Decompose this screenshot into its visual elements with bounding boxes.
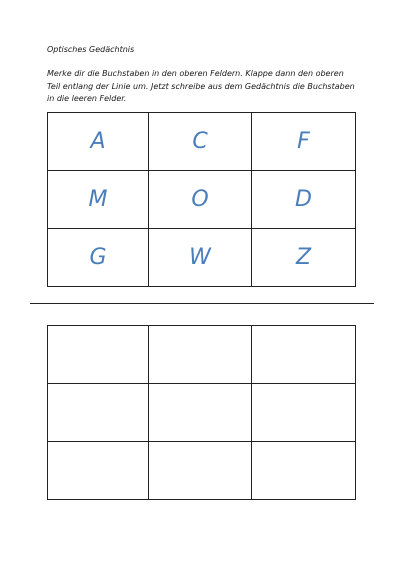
letter: A bbox=[90, 129, 106, 154]
letter-grid-row bbox=[48, 229, 356, 287]
letter: O bbox=[191, 187, 209, 212]
answer-cell[interactable] bbox=[252, 442, 356, 500]
letter-cell bbox=[252, 229, 356, 287]
letter-cell bbox=[149, 171, 252, 229]
instructions-text: Merke dir die Buchstaben in den oberen Feldern. Klappe dann den oberen Teil entlang der Linie um. Jetzt schreibe aus dem Gedächtnis die Buchstaben in die leeren Felder. bbox=[47, 69, 355, 103]
letter-cell bbox=[252, 171, 356, 229]
letter-cell bbox=[48, 229, 149, 287]
answer-cell[interactable] bbox=[48, 442, 149, 500]
answer-grid-row bbox=[48, 384, 356, 442]
answer-cell[interactable] bbox=[252, 326, 356, 384]
letter-grid-row bbox=[48, 113, 356, 171]
letter: G bbox=[89, 245, 107, 270]
letter-cell bbox=[149, 229, 252, 287]
fold-line bbox=[30, 303, 374, 304]
answer-cell[interactable] bbox=[149, 442, 252, 500]
answer-cell[interactable] bbox=[149, 384, 252, 442]
letter: D bbox=[295, 187, 312, 212]
answer-cell[interactable] bbox=[48, 326, 149, 384]
letter-cell bbox=[48, 171, 149, 229]
answer-grid-row bbox=[48, 326, 356, 384]
answer-grid-row bbox=[48, 442, 356, 500]
letter-grid-row bbox=[48, 171, 356, 229]
answer-grid bbox=[47, 325, 356, 500]
letter: C bbox=[192, 129, 208, 154]
letter: Z bbox=[295, 245, 312, 270]
letter-cell bbox=[252, 113, 356, 171]
answer-cell[interactable] bbox=[149, 326, 252, 384]
worksheet-title: Optisches Gedächtnis bbox=[47, 45, 135, 54]
letter: W bbox=[189, 245, 211, 270]
answer-cell[interactable] bbox=[48, 384, 149, 442]
letter: M bbox=[88, 187, 108, 212]
letter-grid bbox=[47, 112, 356, 287]
letter: F bbox=[297, 129, 310, 154]
letter-cell bbox=[48, 113, 149, 171]
letter-cell bbox=[149, 113, 252, 171]
answer-cell[interactable] bbox=[252, 384, 356, 442]
